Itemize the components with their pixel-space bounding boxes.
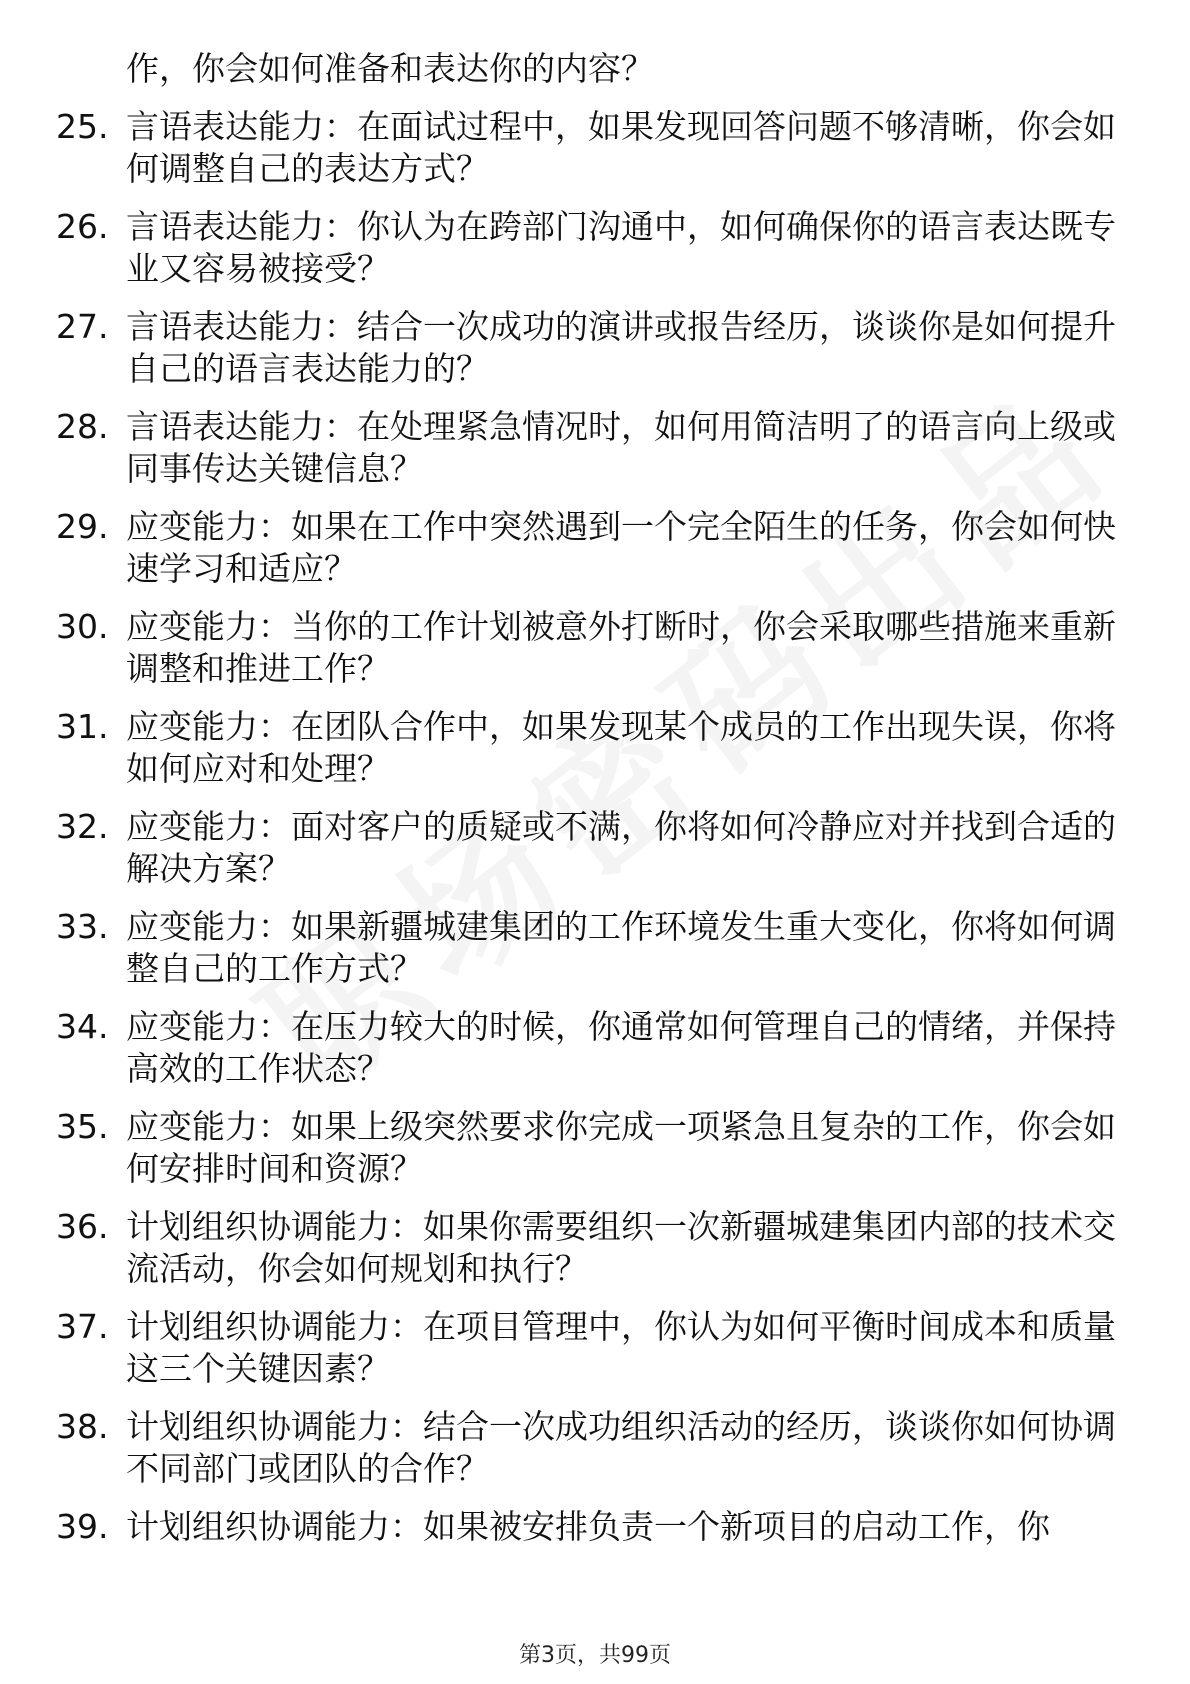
list-item xyxy=(0,1206,1190,1306)
list-item xyxy=(0,1006,1190,1106)
item-number: 28. xyxy=(56,407,109,446)
page-footer: 第3页，共99页 xyxy=(519,1643,671,1668)
list-item xyxy=(0,506,1190,606)
item-number: 26. xyxy=(56,207,109,246)
list-item xyxy=(0,106,1190,206)
item-text: 计划组织协调能力：结合一次成功组织活动的经历，谈谈你如何协调不同部门或团队的合作？ xyxy=(126,1407,1116,1488)
list-item xyxy=(0,906,1190,1006)
list-item xyxy=(0,306,1190,406)
item-number: 33. xyxy=(56,907,109,946)
item-number: 37. xyxy=(56,1307,109,1346)
question-list xyxy=(0,48,1190,1606)
item-number: 35. xyxy=(56,1107,109,1146)
item-text: 计划组织协调能力：如果你需要组织一次新疆城建集团内部的技术交流活动，你会如何规划和执行？ xyxy=(126,1207,1116,1288)
item-text: 应变能力：面对客户的质疑或不满，你将如何冷静应对并找到合适的解决方案？ xyxy=(126,807,1116,888)
list-item xyxy=(0,1106,1190,1206)
item-text: 计划组织协调能力：在项目管理中，你认为如何平衡时间成本和质量这三个关键因素？ xyxy=(126,1307,1116,1388)
item-text: 应变能力：当你的工作计划被意外打断时，你会采取哪些措施来重新调整和推进工作？ xyxy=(126,607,1116,688)
item-number: 34. xyxy=(56,1007,109,1046)
item-text: 应变能力：在压力较大的时候，你通常如何管理自己的情绪，并保持高效的工作状态？ xyxy=(126,1007,1116,1088)
continued-text: 作，你会如何准备和表达你的内容？ xyxy=(126,49,654,88)
item-number: 25. xyxy=(56,107,109,146)
list-item xyxy=(0,206,1190,306)
item-number: 31. xyxy=(56,707,109,746)
item-text: 应变能力：如果新疆城建集团的工作环境发生重大变化，你将如何调整自己的工作方式？ xyxy=(126,907,1116,988)
list-item xyxy=(0,706,1190,806)
list-item xyxy=(0,606,1190,706)
item-text: 言语表达能力：在面试过程中，如果发现回答问题不够清晰，你会如何调整自己的表达方式？ xyxy=(126,107,1116,188)
item-number: 36. xyxy=(56,1207,109,1246)
item-text: 言语表达能力：在处理紧急情况时，如何用简洁明了的语言向上级或同事传达关键信息？ xyxy=(126,407,1116,488)
item-text: 言语表达能力：结合一次成功的演讲或报告经历，谈谈你是如何提升自己的语言表达能力的？ xyxy=(126,307,1116,388)
item-number: 30. xyxy=(56,607,109,646)
list-item xyxy=(0,806,1190,906)
item-number: 29. xyxy=(56,507,109,546)
item-text: 言语表达能力：你认为在跨部门沟通中，如何确保你的语言表达既专业又容易被接受？ xyxy=(126,207,1116,288)
list-item xyxy=(0,1506,1190,1606)
item-text: 计划组织协调能力：如果被安排负责一个新项目的启动工作，你 xyxy=(126,1507,1050,1546)
list-item xyxy=(0,406,1190,506)
item-number: 38. xyxy=(56,1407,109,1446)
item-text: 应变能力：如果上级突然要求你完成一项紧急且复杂的工作，你会如何安排时间和资源？ xyxy=(126,1107,1116,1188)
item-text: 应变能力：如果在工作中突然遇到一个完全陌生的任务，你会如何快速学习和适应？ xyxy=(126,507,1116,588)
item-number: 39. xyxy=(56,1507,109,1546)
item-text: 应变能力：在团队合作中，如果发现某个成员的工作出现失误，你将如何应对和处理？ xyxy=(126,707,1116,788)
list-item xyxy=(0,1406,1190,1506)
item-number: 27. xyxy=(56,307,109,346)
list-item xyxy=(0,1306,1190,1406)
item-number: 32. xyxy=(56,807,109,846)
